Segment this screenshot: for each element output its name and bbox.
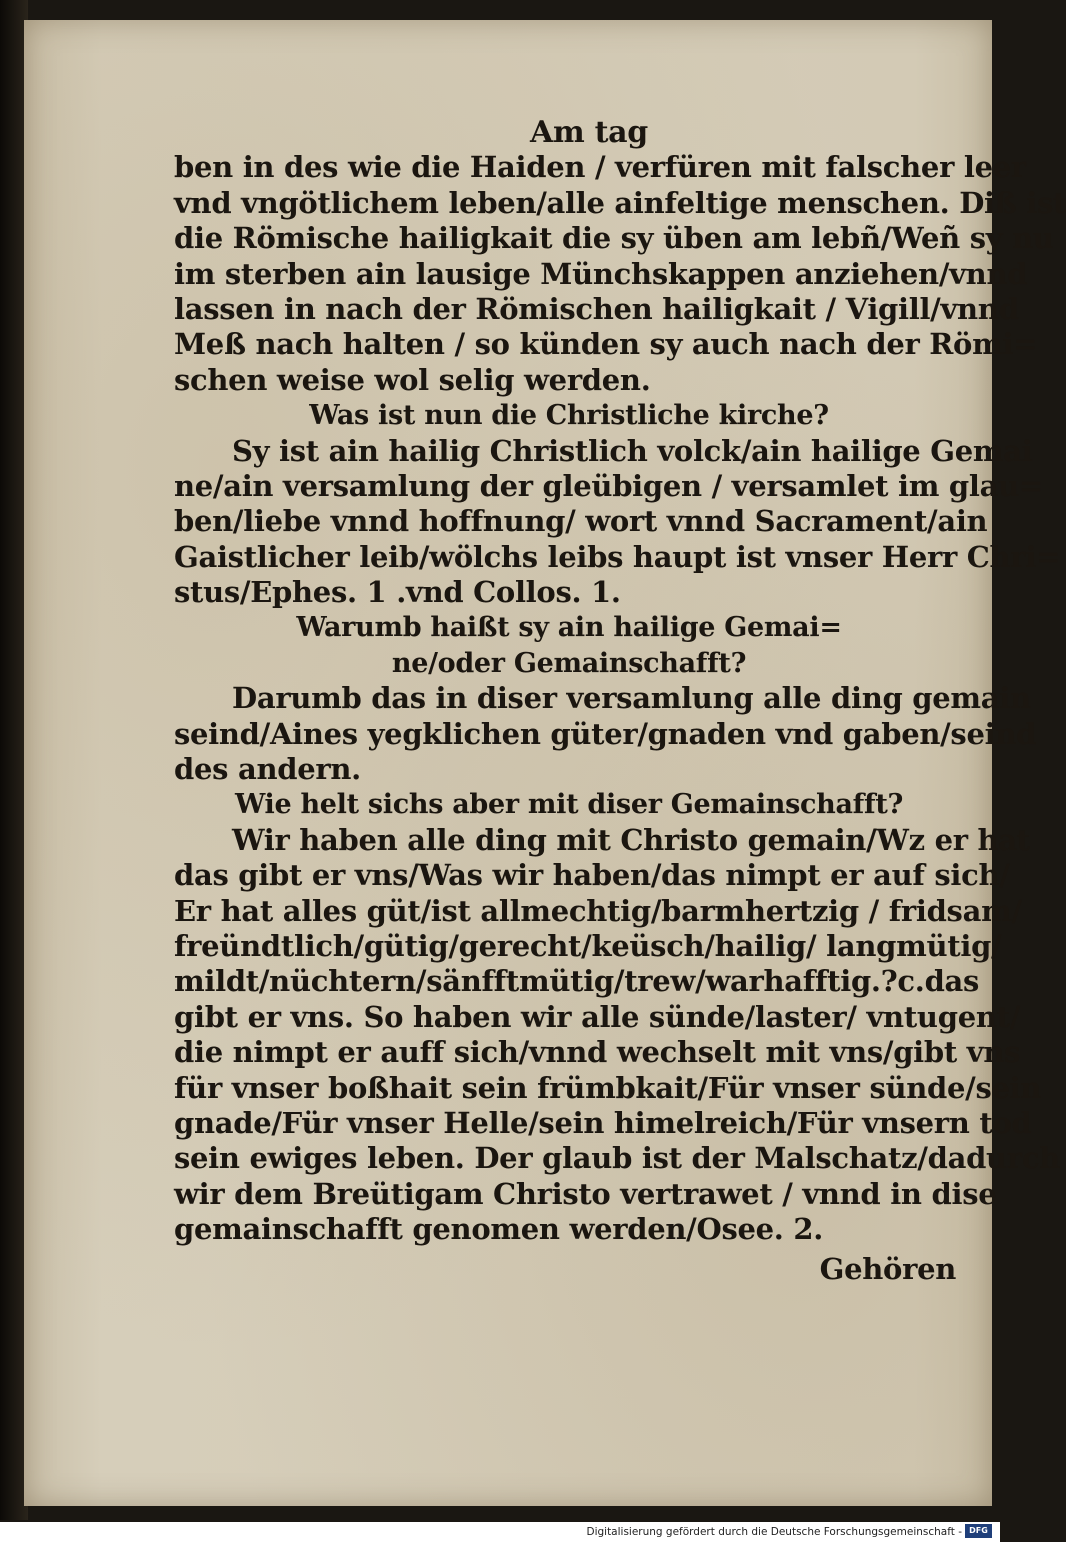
text-line: lassen in nach der Römischen hailigkait / Vigill/vnnd (174, 291, 1019, 326)
dfg-logo-icon[interactable]: DFG (965, 1524, 992, 1538)
footer-bar (0, 1522, 1000, 1542)
text-line: Sy ist ain hailig Christlich volck/ain hailige Gemai (232, 433, 1033, 468)
text-line: schen weise wol selig werden. (174, 362, 651, 397)
text-line: gnade/Für vnser Helle/sein himelreich/Für vnsern tod (174, 1105, 1032, 1140)
text-line: seind/Aines yegklichen güter/gnaden vnd gaben/seind (174, 716, 1037, 751)
text-line: ben/liebe vnnd hoffnung/ wort vnnd Sacrament/ain (174, 504, 988, 539)
text-line: Er hat alles güt/ist allmechtig/barmhertzig / fridsam/ (174, 893, 1022, 928)
section-heading: Wie helt sichs aber mit diser Gemainschafft? (234, 789, 904, 821)
text-line: sein ewiges leben. Der glaub ist der Malschatz/dadurch (174, 1141, 1060, 1176)
text-line: für vnser boßhait sein frümbkait/Für vnser sünde/sein (174, 1070, 1042, 1105)
page-text (174, 115, 1066, 1287)
text-line: freündtlich/gütig/gerecht/keüsch/hailig/ langmütig/ (174, 928, 1002, 963)
text-line: Meß nach halten / so künden sy auch nach der Römi= (174, 327, 1038, 362)
text-line: im sterben ain lausige Münchskappen anziehen/vnnd (174, 256, 1028, 291)
text-line: Wir haben alle ding mit Christo gemain/Wz er hat (232, 822, 1030, 857)
running-head: Am tag (530, 115, 648, 150)
text-line: gemainschafft genomen werden/Osee. 2. (174, 1212, 824, 1247)
text-line: Gaistlicher leib/wölchs leibs haupt ist vnser Herr Chri= (174, 539, 1061, 574)
text-line: das gibt er vns/Was wir haben/das nimpt er auf sich/ (174, 858, 1010, 893)
text-line: mildt/nüchtern/sänfftmütig/trew/warhafftig.?c.das (174, 964, 980, 999)
text-line: stus/Ephes. 1 .vnd Collos. 1. (174, 575, 621, 610)
text-line: ben in des wie die Haiden / verfüren mit falscher leer (174, 150, 1026, 185)
section-heading: Warumb haißt sy ain hailige Gemai= (296, 612, 842, 644)
catchword: Gehören (819, 1251, 956, 1286)
text-line: die nimpt er auff sich/vnnd wechselt mit vns/gibt vns (174, 1035, 1021, 1070)
funding-notice: Digitalisierung gefördert durch die Deutsche Forschungsgemeinschaft - (586, 1526, 962, 1538)
text-line: wir dem Breütigam Christo vertrawet / vnnd in dise (174, 1176, 997, 1211)
section-heading: Was ist nun die Christliche kirche? (309, 400, 829, 432)
text-line: die Römische hailigkait die sy üben am lebñ/Weñ sy nu (174, 221, 1054, 256)
text-line: des andern. (174, 752, 361, 787)
text-line: ne/ain versamlung der gleübigen / versamlet im glau= (174, 468, 1043, 503)
section-heading: ne/oder Gemainschafft? (391, 647, 747, 679)
text-line: gibt er vns. So haben wir alle sünde/laster/ vntugent/ (174, 999, 1021, 1034)
book-page (24, 20, 1066, 1506)
text-line: Darumb das in diser versamlung alle ding gemain (232, 681, 1031, 716)
text-line: vnd vngötlichem leben/alle ainfeltige menschen. Diß ist (174, 185, 1066, 220)
